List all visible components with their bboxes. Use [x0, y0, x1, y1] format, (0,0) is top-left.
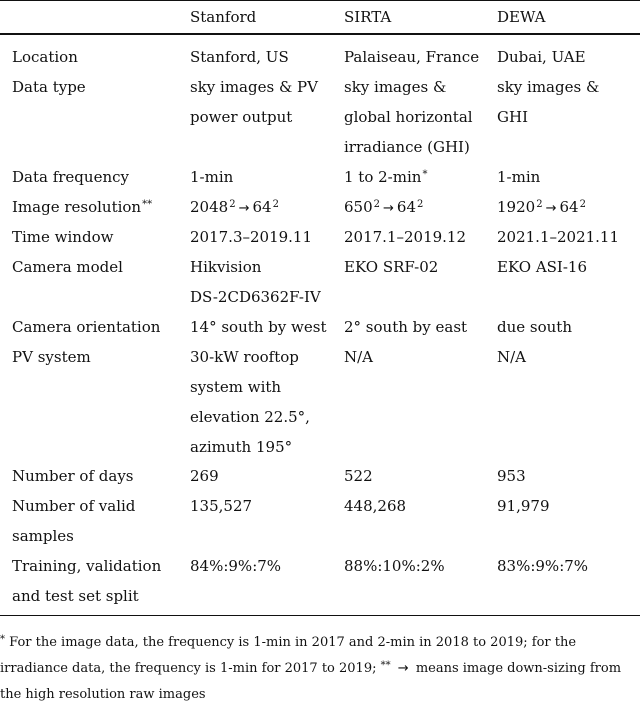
sirta-cell: 88%:10%:2%	[344, 557, 445, 575]
dewa-cell: N/A	[497, 348, 527, 366]
dewa-cell: $1920^2 \to 64^2$	[497, 198, 586, 216]
footnote-line-3: the high resolution raw images	[0, 687, 206, 702]
stanford-cell: 84%:9%:7%	[190, 557, 282, 575]
row-label: Camera model	[12, 258, 123, 276]
footnote-double-star-mark: **	[142, 199, 153, 210]
stanford-cell: Hikvision	[190, 258, 262, 276]
top-rule	[0, 0, 640, 1]
row-label: Location	[12, 48, 78, 66]
row-label: Number of days	[12, 467, 134, 485]
footnote-line-1: * For the image data, the frequency is 1-min in 2017 and 2-min in 2018 to 2019; for the	[0, 634, 577, 650]
stanford-cell: 1-min	[190, 168, 234, 186]
bottom-rule	[0, 615, 640, 616]
dewa-cell: 2021.1–2021.11	[497, 228, 620, 246]
row-label: Number of valid	[12, 497, 136, 515]
row-label: Time window	[12, 228, 114, 246]
arrow-icon: →	[397, 661, 409, 676]
dewa-cell: 953	[497, 467, 526, 485]
row-label: Training, validation	[12, 557, 162, 575]
sirta-cell: sky images &	[344, 78, 447, 96]
sirta-cell: 2017.1–2019.12	[344, 228, 467, 246]
row-label: samples	[12, 527, 74, 545]
stanford-cell: elevation 22.5°,	[190, 408, 310, 426]
footnote-line-2: irradiance data, the frequency is 1-min for 2017 to 2019; ** → means image down-sizing from	[0, 660, 622, 676]
stanford-cell: system with	[190, 378, 282, 396]
header-dewa: DEWA	[497, 8, 546, 26]
dewa-cell: GHI	[497, 108, 528, 126]
arrow-icon: →	[238, 201, 250, 216]
dewa-cell: 1-min	[497, 168, 541, 186]
sirta-cell: 2° south by east	[344, 318, 468, 336]
stanford-cell: $2048^2 \to 64^2$	[190, 198, 279, 216]
header-rule	[0, 33, 640, 35]
sirta-cell: N/A	[344, 348, 374, 366]
stanford-cell: power output	[190, 108, 293, 126]
stanford-cell: 135,527	[190, 497, 253, 515]
sirta-cell: global horizontal	[344, 108, 473, 126]
dewa-cell: 91,979	[497, 497, 550, 515]
stanford-cell: 14° south by west	[190, 318, 327, 336]
dewa-cell: EKO ASI-16	[497, 258, 588, 276]
row-label: Data type	[12, 78, 86, 96]
row-label: Image resolution**	[12, 198, 153, 216]
dewa-cell: sky images &	[497, 78, 600, 96]
sirta-cell: 448,268	[344, 497, 407, 515]
stanford-cell: sky images & PV	[190, 78, 318, 96]
stanford-cell: 30-kW rooftop	[190, 348, 299, 366]
dewa-cell: 83%:9%:7%	[497, 557, 589, 575]
arrow-icon: →	[383, 201, 394, 216]
row-label: and test set split	[12, 587, 139, 605]
header-stanford: Stanford	[190, 8, 257, 26]
stanford-cell: DS-2CD6362F-IV	[190, 288, 321, 306]
sirta-cell: $650^2 \to 64^2$	[344, 198, 424, 216]
arrow-icon: →	[545, 201, 557, 216]
sirta-cell: irradiance (GHI)	[344, 138, 470, 156]
dewa-cell: Dubai, UAE	[497, 48, 586, 66]
sirta-cell: 1 to 2-min*	[344, 168, 428, 186]
row-label: Data frequency	[12, 168, 129, 186]
row-label: Camera orientation	[12, 318, 161, 336]
footnote-star-mark: *	[422, 169, 428, 180]
stanford-cell: azimuth 195°	[190, 438, 293, 456]
stanford-cell: Stanford, US	[190, 48, 289, 66]
row-label: PV system	[12, 348, 91, 366]
dewa-cell: due south	[497, 318, 572, 336]
header-sirta: SIRTA	[344, 8, 392, 26]
table-footnote	[0, 630, 640, 707]
stanford-cell: 2017.3–2019.11	[190, 228, 313, 246]
sirta-cell: 522	[344, 467, 373, 485]
sirta-cell: EKO SRF-02	[344, 258, 439, 276]
stanford-cell: 269	[190, 467, 219, 485]
sirta-cell: Palaiseau, France	[344, 48, 480, 66]
